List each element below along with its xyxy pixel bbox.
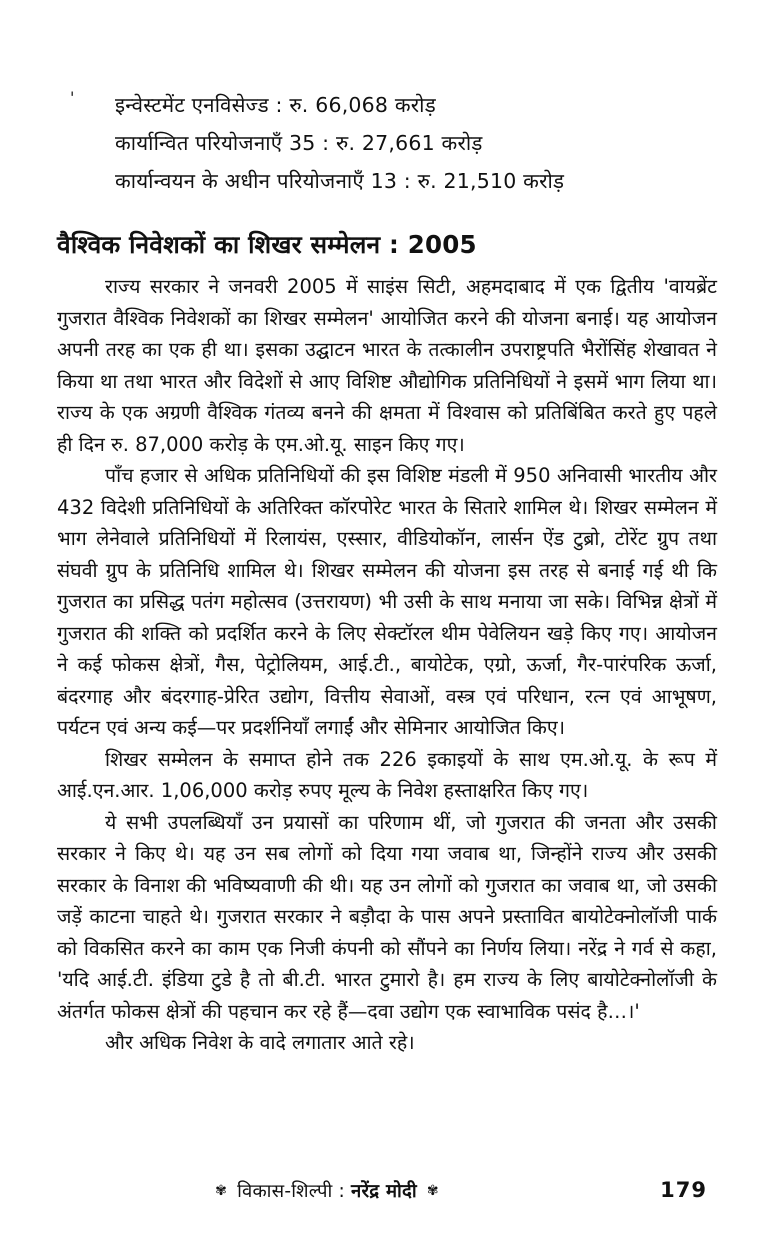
investment-line: इन्वेस्टमेंट एनविसेज्ड : रु. 66,068 करोड़ xyxy=(115,93,436,117)
section-heading: वैश्विक निवेशकों का शिखर सम्मेलन : 2005 xyxy=(57,230,477,259)
stray-quote-mark: ' xyxy=(70,88,75,107)
body-text xyxy=(57,271,717,1059)
flower-ornament-icon: ✾ xyxy=(426,1183,439,1199)
page-number: 179 xyxy=(660,1178,707,1202)
flower-ornament-icon: ✾ xyxy=(215,1183,228,1199)
paragraph: ये सभी उपलब्धियाँ उन प्रयासों का परिणाम थीं, जो गुजरात की जनता और उसकी सरकार ने किए थे। यह उन सब लोगों को दिया गया जवाब था, जिन्होंने राज्य और उसकी सरकार के विनाश की भविष्यवाणी की थी। यह उन लोगों को गुजरात का जवाब था, जो उसकी जड़ें काटना चाहते थे। गुजरात सरकार ने बड़ौदा के पास अपने प्रस्तावित बायोटेक्नोलॉजी पार्क को विकसित करने का काम एक निजी कंपनी को सौंपने का निर्णय लिया। नरेंद्र ने गर्व से कहा, 'यदि आई.टी. इंडिया टुडे है तो बी.टी. भारत टुमारो है। हम राज्य के लिए बायोटेक्नोलॉजी के अंतर्गत फोकस क्षेत्रों की पहचान कर रहे हैं—दवा उद्योग एक स्वाभाविक पसंद है…।' xyxy=(57,810,717,1023)
investment-summary xyxy=(115,86,717,200)
page-content xyxy=(57,86,717,1059)
footer-book-title: विकास-शिल्पी : xyxy=(237,1181,345,1202)
investment-line: कार्यान्वयन के अधीन परियोजनाएँ 13 : रु. 21,510 करोड़ xyxy=(115,169,565,193)
footer-title xyxy=(57,1178,597,1203)
page-footer xyxy=(57,1178,717,1210)
paragraph: राज्य सरकार ने जनवरी 2005 में साइंस सिटी, अहमदाबाद में एक द्वितीय 'वायब्रेंट गुजरात वैश्विक निवेशकों का शिखर सम्मेलन' आयोजित करने की योजना बनाई। यह आयोजन अपनी तरह का एक ही था। इसका उद्घाटन भारत के तत्कालीन उपराष्ट्रपति भैरोंसिंह शेखावत ने किया था तथा भारत और विदेशों से आए विशिष्ट औद्योगिक प्रतिनिधियों ने इसमें भाग लिया था। राज्य के एक अग्रणी वैश्विक गंतव्य बनने की क्षमता में विश्वास को प्रतिबिंबित करते हुए पहले ही दिन रु. 87,000 करोड़ के एम.ओ.यू. साइन किए गए। xyxy=(57,275,717,456)
paragraph: और अधिक निवेश के वादे लगातार आते रहे। xyxy=(105,1031,415,1054)
footer-author-name: नरेंद्र मोदी xyxy=(351,1181,417,1202)
investment-line: कार्यान्वित परियोजनाएँ 35 : रु. 27,661 करोड़ xyxy=(115,131,483,155)
paragraph: शिखर सम्मेलन के समाप्त होने तक 226 इकाइयों के साथ एम.ओ.यू. के रूप में आई.एन.आर. 1,06,000 करोड़ रुपए मूल्य के निवेश हस्ताक्षरित किए गए। xyxy=(57,747,717,802)
paragraph: पाँच हजार से अधिक प्रतिनिधियों की इस विशिष्ट मंडली में 950 अनिवासी भारतीय और 432 विदेशी प्रतिनिधियों के अतिरिक्त कॉरपोरेट भारत के सितारे शामिल थे। शिखर सम्मेलन में भाग लेनेवाले प्रतिनिधियों में रिलायंस, एस्सार, वीडियोकॉन, लार्सन ऐंड टुब्रो, टोरेंट ग्रुप तथा संघवी ग्रुप के प्रतिनिधि शामिल थे। शिखर सम्मेलन की योजना इस तरह से बनाई गई थी कि गुजरात का प्रसिद्ध पतंग महोत्सव (उत्तरायण) भी उसी के साथ मनाया जा सके। विभिन्न क्षेत्रों में गुजरात की शक्ति को प्रदर्शित करने के लिए सेक्टॉरल थीम पेवेलियन खड़े किए गए। आयोजन ने कई फोकस क्षेत्रों, गैस, पेट्रोलियम, आई.टी., बायोटेक, एग्रो, ऊर्जा, गैर-पारंपरिक ऊर्जा, बंदरगाह और बंदरगाह-प्रेरित उद्योग, वित्तीय सेवाओं, वस्त्र एवं परिधान, रत्न एवं आभूषण, पर्यटन एवं अन्य कई—पर प्रदर्शनियाँ लगाईं और सेमिनार आयोजित किए। xyxy=(57,464,717,739)
